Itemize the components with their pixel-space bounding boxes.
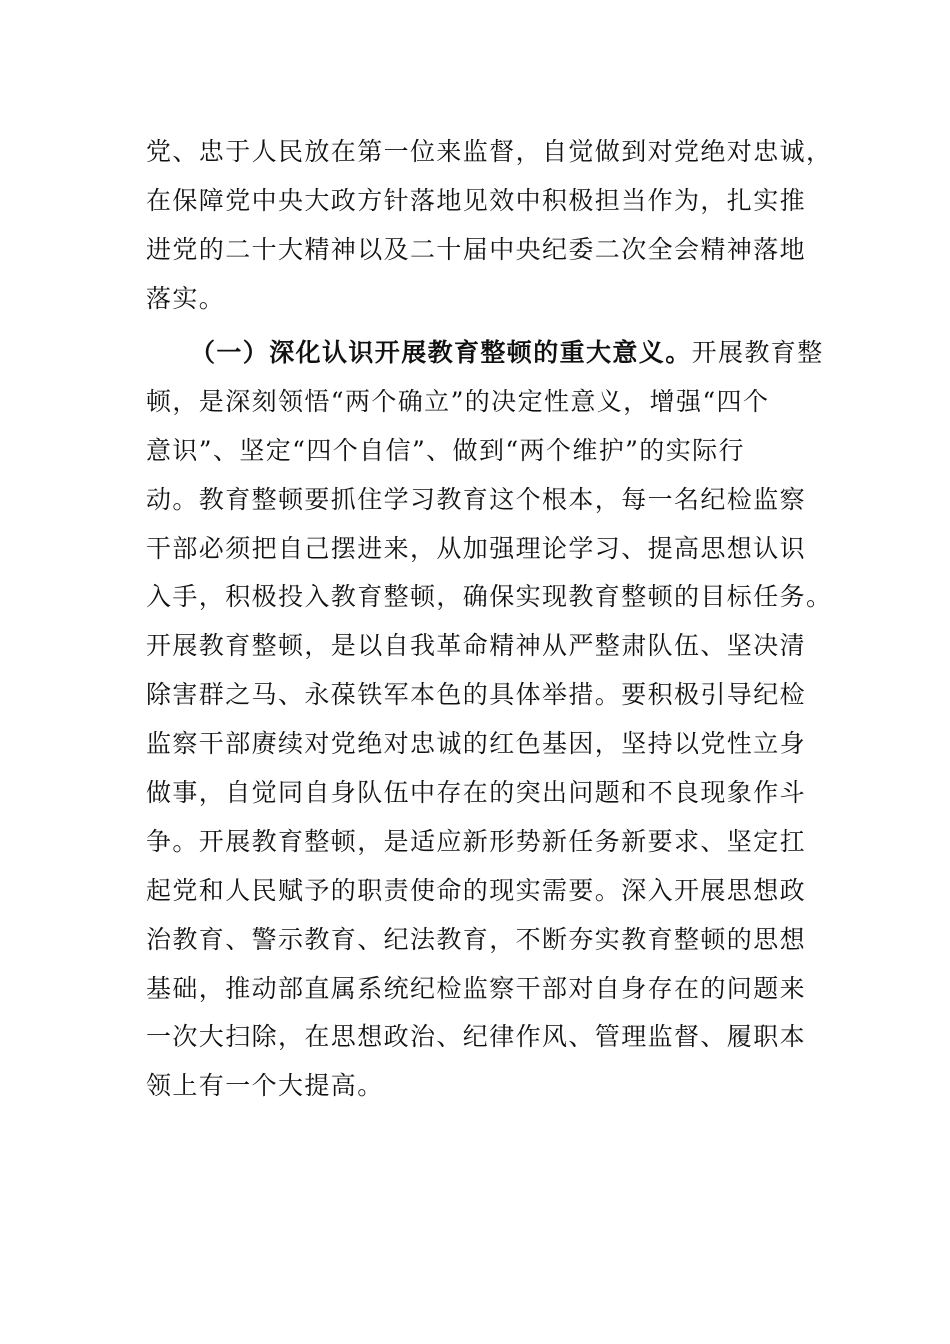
paragraph-line: 监察干部赓续对党绝对忠诚的红色基因，坚持以党性立身	[146, 729, 807, 759]
section-1-paragraph	[146, 329, 833, 1111]
paragraph-line: 意识”、坚定“四个自信”、做到“两个维护”的实际行	[146, 435, 745, 465]
paragraph-line: 治教育、警示教育、纪法教育，不断夯实教育整顿的思想	[146, 924, 807, 954]
paragraph-line: 入手，积极投入教育整顿，确保实现教育整顿的目标任务。	[146, 582, 833, 612]
section-1-heading: （一）深化认识开展教育整顿的重大意义。	[190, 338, 692, 367]
paragraph-line: 开展教育整顿，是以自我革命精神从严整肃队伍、坚决清	[146, 631, 807, 661]
paragraph-line: 干部必须把自己摆进来，从加强理论学习、提高思想认识	[146, 533, 807, 563]
paragraph-line: 起党和人民赋予的职责使命的现实需要。深入开展思想政	[146, 875, 807, 905]
paragraph-line: 争。开展教育整顿，是适应新形势新任务新要求、坚定扛	[146, 826, 807, 856]
paragraph-line: 一次大扫除，在思想政治、纪律作风、管理监督、履职本	[146, 1022, 807, 1052]
section-1-first-line	[146, 329, 824, 378]
paragraph-line: 党、忠于人民放在第一位来监督，自觉做到对党绝对忠诚，	[146, 137, 833, 166]
paragraph-line: 顿，是深刻领悟“两个确立”的决定性意义，增强“四个	[146, 386, 770, 416]
paragraph-continuation	[146, 128, 833, 324]
paragraph-line: 领上有一个大提高。	[146, 1071, 384, 1101]
paragraph-line: 除害群之马、永葆铁军本色的具体举措。要积极引导纪检	[146, 680, 807, 710]
paragraph-line: 进党的二十大精神以及二十届中央纪委二次全会精神落地	[146, 234, 807, 264]
paragraph-line: 做事，自觉同自身队伍中存在的突出问题和不良现象作斗	[146, 778, 807, 808]
paragraph-line: 在保障党中央大政方针落地见效中积极担当作为，扎实推	[146, 185, 807, 215]
paragraph-line: 落实。	[146, 283, 226, 313]
section-1-first-line-text: 开展教育整	[691, 338, 824, 367]
paragraph-line: 基础，推动部直属系统纪检监察干部对自身存在的问题来	[146, 973, 807, 1003]
paragraph-line: 动。教育整顿要抓住学习教育这个根本，每一名纪检监察	[146, 484, 807, 514]
